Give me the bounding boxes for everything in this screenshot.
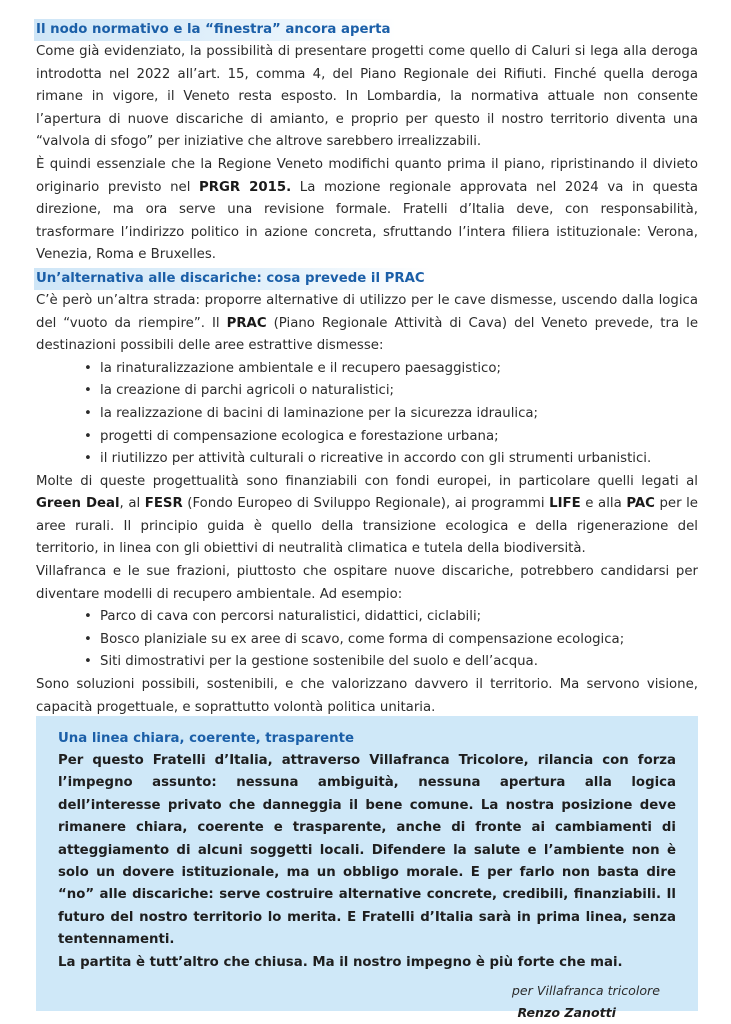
list-item: • progetti di compensazione ecologica e forestazione urbana;	[36, 426, 698, 449]
signature-affiliation: per Villafranca tricolore	[511, 983, 660, 999]
signature-name: Renzo Zanotti	[517, 1005, 616, 1021]
recovery-examples-list	[36, 606, 698, 674]
paragraph-conclusion: Sono soluzioni possibili, sostenibili, e che valorizzano davvero il territorio. Ma servono visione, capacità progettuale, e soprattutto volontà politica unitaria.	[36, 677, 698, 715]
section-heading-prac: Un’alternativa alle discariche: cosa prevede il PRAC	[34, 268, 431, 290]
bold-prgr: PRGR 2015.	[199, 179, 292, 195]
paragraph-regione-veneto: È quindi essenziale che la Regione Veneto modifichi quanto prima il piano, ripristinando il divieto originario previsto nel PRGR 2015. La mozione regionale approvata nel 2024 va in questa direzione, ma ora serve una revisione formale. Fratelli d’Italia deve, con responsabilità, trasformare l’indirizzo politico in azione concreta, sfruttando l’intera filiera istituzionale: Verona, Venezia, Roma e Bruxelles.	[36, 156, 699, 263]
prac-destinations-list	[36, 358, 698, 471]
section-heading-normativo: Il nodo normativo e la “finestra” ancora aperta	[34, 19, 396, 41]
bold-prac: PRAC	[226, 315, 267, 331]
paragraph-fondi-europei: Molte di queste progettualità sono finanziabili con fondi europei, in particolare quelli legati al Green Deal, al FESR (Fondo Europeo di Sviluppo Regionale), ai programmi LIFE e alla PAC per le aree rurali. Il principio guida è quello della transizione ecologica e della rigenerazione del territorio, in linea con gli obiettivi di neutralità climatica e tutela della biodiversità.	[36, 473, 698, 557]
paragraph-deroga: Come già evidenziato, la possibilità di presentare progetti come quello di Caluri si lega alla deroga introdotta nel 2022 all’art. 15, comma 4, del Piano Regionale dei Rifiuti. Finché quella deroga rimane in vigore, il Veneto resta esposto. In Lombardia, la normativa attuale non consente l’apertura di nuove discariche di amianto, e proprio per questo il nostro territorio diventa una “valvola di sfogo” per iniziative che altrove sarebbero irrealizzabili.	[36, 44, 698, 150]
paragraph-prac-intro: C’è però un’altra strada: proporre alternative di utilizzo per le cave dismesse, uscendo dalla logica del “vuoto da riempire”. Il PRAC (Piano Regionale Attività di Cava) del Veneto prevede, tra le destinazioni possibili delle aree estrattive dismesse:	[36, 292, 698, 354]
list-item: • Siti dimostrativi per la gestione sostenibile del suolo e dell’acqua.	[36, 651, 698, 674]
box-title: Una linea chiara, coerente, trasparente	[58, 731, 354, 746]
list-item: • la rinaturalizzazione ambientale e il recupero paesaggistico;	[36, 358, 698, 381]
list-item: • la creazione di parchi agricoli o naturalistici;	[36, 380, 698, 403]
list-item: • Parco di cava con percorsi naturalistici, didattici, ciclabili;	[36, 606, 698, 629]
article-body	[36, 18, 698, 719]
highlight-box	[36, 716, 698, 1021]
list-item: • Bosco planiziale su ex aree di scavo, come forma di compensazione ecologica;	[36, 629, 698, 652]
list-item: • la realizzazione di bacini di laminazione per la sicurezza idraulica;	[36, 403, 698, 426]
box-closing-line: La partita è tutt’altro che chiusa. Ma il nostro impegno è più forte che mai.	[58, 954, 623, 970]
box-statement: Per questo Fratelli d’Italia, attraverso Villafranca Tricolore, rilancia con forza l’impegno assunto: nessuna ambiguità, nessuna apertura alla logica dell’interesse privato che danneggia il bene comune. La nostra posizione deve rimanere chiara, coerente e trasparente, anche di fronte ai cambiamenti di atteggiamento di alcuni soggetti locali. Difendere la salute e l’ambiente non è solo un dovere istituzionale, ma un obbligo morale. E per farlo non basta dire “no” alle discariche: serve costruire alternative concrete, credibili, finanziabili. Il futuro del nostro territorio lo merita. E Fratelli d’Italia sarà in prima linea, senza tentennamenti.	[58, 753, 676, 948]
paragraph-villafranca: Villafranca e le sue frazioni, piuttosto che ospitare nuove discariche, potrebbero candidarsi per diventare modelli di recupero ambientale. Ad esempio:	[36, 564, 698, 602]
list-item: • il riutilizzo per attività culturali o ricreative in accordo con gli strumenti urbanistici.	[36, 448, 698, 471]
